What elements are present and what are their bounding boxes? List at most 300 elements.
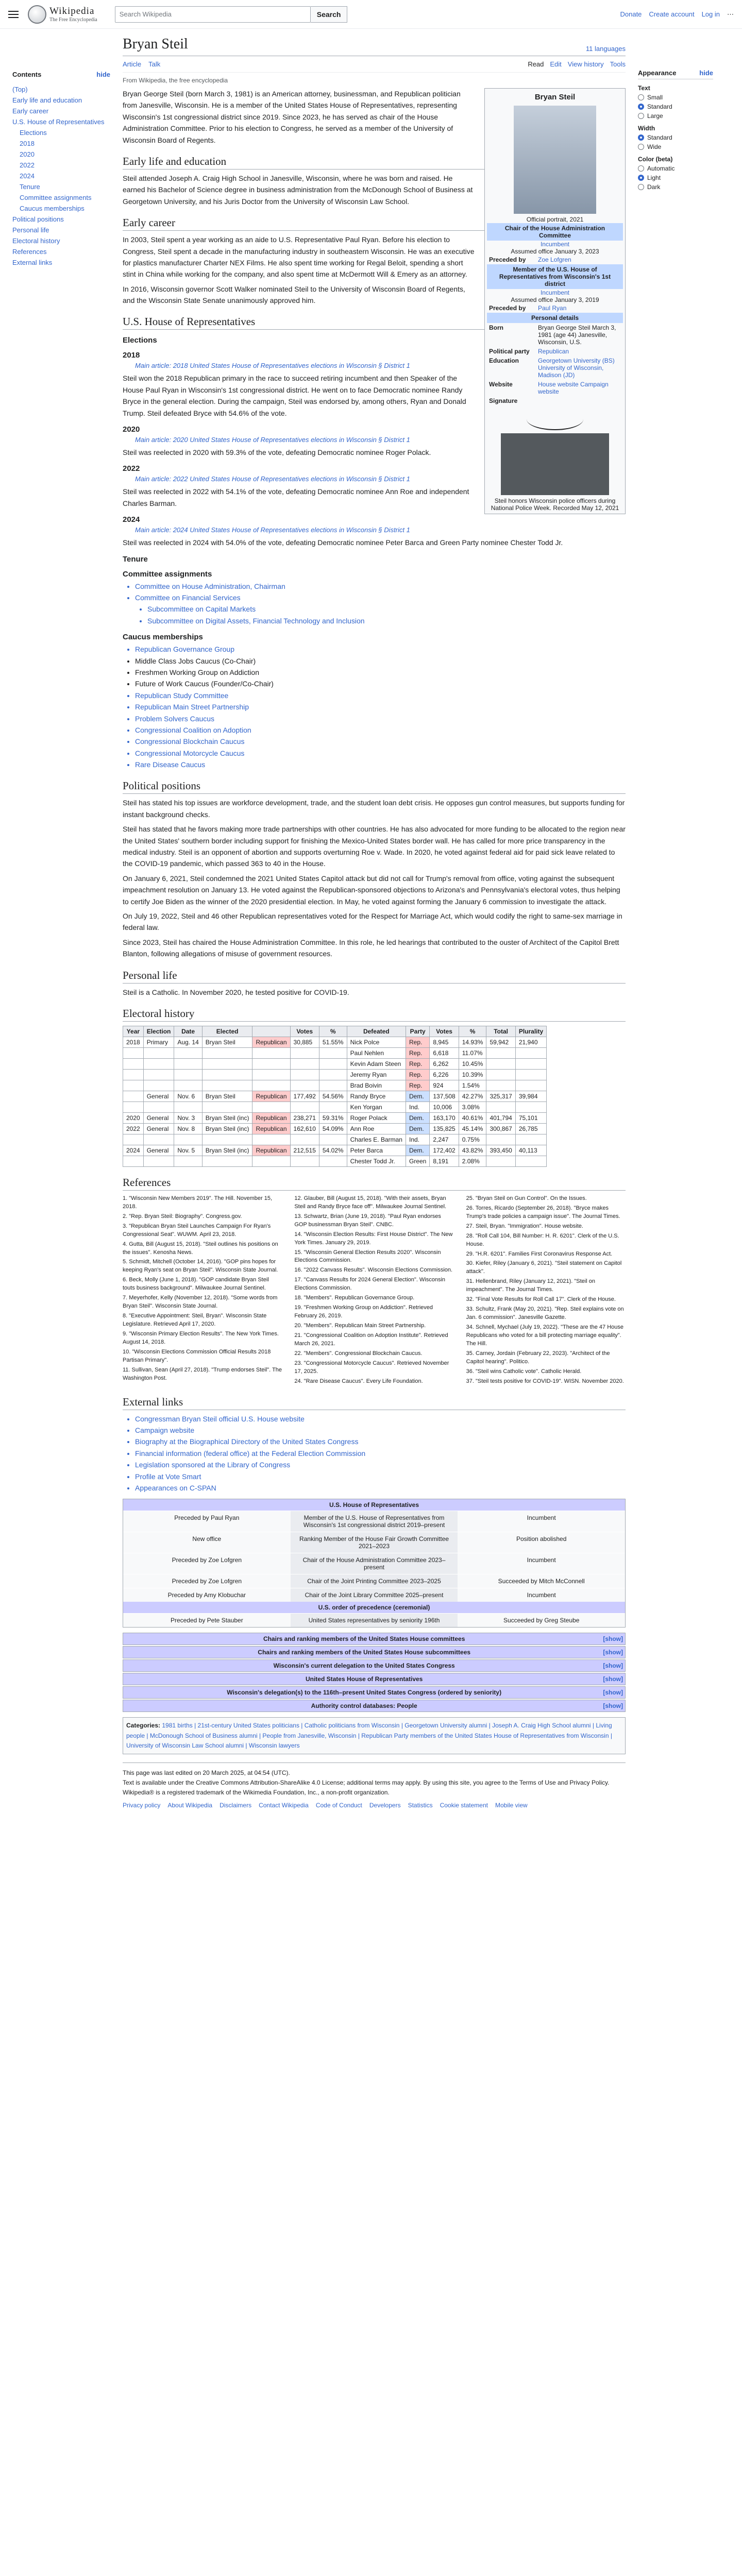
table-cell: 238,271 xyxy=(290,1112,319,1123)
table-cell: 135,825 xyxy=(430,1123,459,1134)
table-cell: 10.39% xyxy=(459,1069,486,1080)
paragraph: In 2003, Steil spent a year working as an aide to U.S. Representative Paul Ryan. Before his election to Congress, Steil spent a decade in the manufacturing industry in southeastern Wisconsin. He was an executive for plastics manufacturer Charter NEX Films. He also spent time working for Regal Beloit, spending a short stint in China while working for the company, and also spent time at McDermott Will & Emery as an attorney. xyxy=(123,235,475,279)
table-cell xyxy=(252,1156,290,1166)
footer-link[interactable]: Cookie statement xyxy=(440,1802,488,1809)
table-cell: 401,794 xyxy=(486,1112,515,1123)
width-wide-radio[interactable]: Wide xyxy=(638,143,713,150)
party-value[interactable]: Republican xyxy=(538,348,569,355)
portrait-image[interactable] xyxy=(514,106,596,214)
text-size-label: Text xyxy=(638,84,650,92)
reference-item: 15. "Wisconsin General Election Results 2020". Wisconsin Elections Commission. xyxy=(294,1249,441,1264)
reference-item: 26. Torres, Ricardo (September 26, 2018). "Bryce makes Trump's trade policies a campaign issue". The Journal Times. xyxy=(466,1205,620,1219)
table-cell: Ind. xyxy=(406,1134,429,1145)
navbox-collapsed[interactable] xyxy=(123,1646,626,1658)
nav-cell: Preceded by Amy Klobuchar xyxy=(123,1588,291,1602)
section-heading: External links xyxy=(123,1396,626,1410)
paragraph: Steil has stated his top issues are workforce development, trade, and the student loan debt crisis. He opposes gun control measures, but supports funding for instant background checks. xyxy=(123,799,625,819)
table-cell xyxy=(202,1069,252,1080)
personal-details-heading: Personal details xyxy=(487,313,623,323)
section-heading: Political positions xyxy=(123,779,626,794)
table-header: Date xyxy=(174,1026,202,1037)
table-cell: Chester Todd Jr. xyxy=(347,1156,406,1166)
reference-item: 23. "Congressional Motorcycle Caucus". Retrieved November 17, 2025. xyxy=(294,1360,449,1375)
paragraph: Steil is a Catholic. In November 2020, he tested positive for COVID-19. xyxy=(123,988,349,996)
table-cell xyxy=(290,1156,319,1166)
reference-item: 36. "Steil wins Catholic vote". Catholic Herald. xyxy=(466,1368,582,1375)
tab-article[interactable]: Article xyxy=(123,60,142,68)
show-toggle[interactable]: [show] xyxy=(603,1702,623,1710)
subsection-heading: 2020 xyxy=(123,425,140,434)
navbox-title: U.S. House of Representatives xyxy=(123,1499,625,1511)
navbox-label: Chairs and ranking members of the United States House committees xyxy=(263,1635,465,1643)
table-cell: Nov. 8 xyxy=(174,1123,202,1134)
table-cell: 163,170 xyxy=(430,1112,459,1123)
toc-item[interactable]: (Top) xyxy=(12,86,28,93)
tab-edit[interactable]: Edit xyxy=(550,60,562,68)
video-caption: Steil honors Wisconsin police officers during National Police Week. Recorded May 12, 2021 xyxy=(491,497,619,512)
section-heading: References xyxy=(123,1176,626,1191)
nav-cell: United States representatives by seniority 196th xyxy=(291,1614,458,1627)
section-heading: Early career xyxy=(123,216,626,231)
table-cell: 26,785 xyxy=(515,1123,546,1134)
table-cell: Rep. xyxy=(406,1037,429,1047)
table-cell xyxy=(123,1134,144,1145)
toc-item[interactable]: 2022 xyxy=(20,161,35,169)
width-standard-radio[interactable]: Standard xyxy=(638,134,713,141)
preceded-by-chair[interactable]: Zoe Lofgren xyxy=(538,256,571,263)
table-cell: Republican xyxy=(252,1123,290,1134)
create-account-link[interactable]: Create account xyxy=(649,10,695,18)
table-cell xyxy=(143,1058,174,1069)
table-cell xyxy=(486,1058,515,1069)
assumed-office-member: Assumed office January 3, 2019 xyxy=(511,296,599,303)
category-link[interactable]: | McDonough School of Business alumni xyxy=(145,1732,258,1739)
table-cell xyxy=(515,1080,546,1091)
table-cell: 2,247 xyxy=(430,1134,459,1145)
navbox-collapsed[interactable] xyxy=(123,1686,626,1699)
table-cell: 8,191 xyxy=(430,1156,459,1166)
table-cell: Ann Roe xyxy=(347,1123,406,1134)
table-cell xyxy=(252,1080,290,1091)
main-article-link[interactable]: Main article: 2024 United States House of Representatives elections in Wisconsin § District 1 xyxy=(135,526,410,534)
nav-cell: Incumbent xyxy=(458,1511,625,1532)
references-list xyxy=(123,1195,626,1386)
table-cell: 393,450 xyxy=(486,1145,515,1156)
more-icon[interactable]: ⋯ xyxy=(727,10,734,18)
reference-item: 22. "Members". Congressional Blockchain Caucus. xyxy=(294,1350,423,1357)
nav-cell: Incumbent xyxy=(458,1588,625,1602)
table-cell: Brad Boivin xyxy=(347,1080,406,1091)
nav-cell: Incumbent xyxy=(458,1553,625,1574)
main-article-link[interactable]: Main article: 2022 United States House of Representatives elections in Wisconsin § District 1 xyxy=(135,475,410,483)
tab-read[interactable]: Read xyxy=(528,60,544,68)
table-cell xyxy=(290,1080,319,1091)
table-cell: 2024 xyxy=(123,1145,144,1156)
table-row xyxy=(123,1156,547,1166)
table-cell: 42.27% xyxy=(459,1091,486,1101)
table-cell xyxy=(123,1069,144,1080)
table-cell xyxy=(319,1080,347,1091)
list-item[interactable]: • Subcommittee on Capital Markets xyxy=(147,603,626,615)
toc-item[interactable]: Tenure xyxy=(20,183,40,191)
preceded-by-label: Preceded by xyxy=(489,256,526,263)
category-link[interactable]: | Wisconsin lawyers xyxy=(244,1741,300,1749)
table-cell xyxy=(486,1080,515,1091)
table-cell xyxy=(486,1156,515,1166)
list-item[interactable]: • Subcommittee on Digital Assets, Financial Technology and Inclusion xyxy=(147,615,626,626)
category-link[interactable]: | Living people xyxy=(126,1722,612,1739)
table-cell: 43.82% xyxy=(459,1145,486,1156)
list-item[interactable]: • Appearances on C-SPAN xyxy=(135,1482,626,1494)
category-link[interactable]: | 21st-century United States politicians xyxy=(192,1722,299,1730)
nav-cell: Preceded by Paul Ryan xyxy=(123,1511,291,1532)
table-cell xyxy=(252,1058,290,1069)
table-cell: 6,226 xyxy=(430,1069,459,1080)
paragraph: On January 6, 2021, Steil condemned the 2021 United States Capitol attack but did not call for Trump's removal from office, voting against the subsequent impeachment resolution on January 13. He voted against the Republican-sponsored objections to Arizona's and Pennsylvania's electoral votes, thus helping to certify Joe Biden as the winner of the 2020 presidential election. In May, he voted against forming the January 6 commission to investigate the attack. xyxy=(123,874,620,906)
main-article-link[interactable]: Main article: 2018 United States House of Representatives elections in Wisconsin § District 1 xyxy=(135,362,410,370)
toc-hide-button[interactable]: hide xyxy=(96,71,110,78)
toc-item[interactable]: Political positions xyxy=(12,215,64,223)
list-item[interactable]: • Biography at the Biographical Directory of the United States Congress xyxy=(135,1436,626,1447)
list-item[interactable]: • Problem Solvers Caucus xyxy=(135,713,626,724)
nav-cell: Preceded by Zoe Lofgren xyxy=(123,1553,291,1574)
table-cell: 2018 xyxy=(123,1037,144,1047)
list-item[interactable]: • Rare Disease Caucus xyxy=(135,759,626,770)
table-header: Plurality xyxy=(515,1026,546,1037)
born-label: Born xyxy=(489,324,503,331)
navbox-label: Wisconsin's current delegation to the United States Congress xyxy=(273,1662,455,1670)
table-cell xyxy=(143,1047,174,1058)
section-heading: Early life and education xyxy=(123,155,626,170)
toc-item[interactable]: U.S. House of Representatives xyxy=(12,118,105,126)
table-cell: General xyxy=(143,1091,174,1101)
page-title: Bryan Steil xyxy=(123,36,188,52)
table-header: % xyxy=(459,1026,486,1037)
subsection-heading: Tenure xyxy=(123,554,148,564)
table-cell: Bryan Steil xyxy=(202,1091,252,1101)
video-thumbnail[interactable] xyxy=(501,433,609,495)
license-text: Text is available under the Creative Commons Attribution-ShareAlike 4.0 License; additional terms may apply. By using this site, you agree to the Terms of Use and Privacy Policy. Wikipedia® is a registered trademark of the Wikimedia Foundation, Inc., a non-profit organization. xyxy=(123,1779,610,1797)
table-header: Votes xyxy=(430,1026,459,1037)
table-cell xyxy=(319,1156,347,1166)
toc-item[interactable]: 2018 xyxy=(20,140,35,147)
table-cell xyxy=(123,1047,144,1058)
table-cell: Ken Yorgan xyxy=(347,1101,406,1112)
reference-item: 16. "2022 Canvass Results". Wisconsin Elections Commission. xyxy=(294,1267,453,1274)
show-toggle[interactable]: [show] xyxy=(603,1649,623,1656)
office-member-heading: Member of the U.S. House of Representatives from Wisconsin's 1st district xyxy=(487,264,623,289)
list-item[interactable]: • Legislation sponsored at the Library of Congress xyxy=(135,1459,626,1470)
reference-item: 10. "Wisconsin Elections Commission Official Results 2018 Partisan Primary". xyxy=(123,1348,271,1363)
reference-item: 28. "Roll Call 104, Bill Number: H. R. 6201". Clerk of the U.S. House. xyxy=(466,1232,619,1247)
table-cell: Rep. xyxy=(406,1069,429,1080)
nav-cell: Chair of the Joint Library Committee 2025–present xyxy=(291,1588,458,1602)
table-header: Party xyxy=(406,1026,429,1037)
table-cell xyxy=(515,1058,546,1069)
table-header: Total xyxy=(486,1026,515,1037)
reference-item: 8. "Executive Appointment: Steil, Bryan". Wisconsin State Legislature. Retrieved April 17, 2020. xyxy=(123,1313,267,1328)
paragraph: Steil has stated that he favors making more trade partnerships with other countries. He has also advocated for more funding to be allocated to the region near the United States' southern border including support for finishing the Mexico-United States border wall. He has called for more price transparency in the medical industry. Steil is an opponent of abortion and supports overturning Roe v. Wade. In 2020, he voted against federal aid for paid sick leave related to the COVID-19 pandemic, which passed 363 to 40 in the House. xyxy=(123,825,626,868)
preceded-by-member[interactable]: Paul Ryan xyxy=(538,304,567,312)
table-cell: Nov. 6 xyxy=(174,1091,202,1101)
table-cell: 8,945 xyxy=(430,1037,459,1047)
nav-cell: Succeeded by Greg Steube xyxy=(458,1614,625,1627)
table-cell: 10,006 xyxy=(430,1101,459,1112)
footer-link[interactable]: Developers xyxy=(369,1802,401,1809)
nav-cell: Preceded by Zoe Lofgren xyxy=(123,1574,291,1588)
website-value[interactable]: House website Campaign website xyxy=(538,381,609,395)
reference-item: 3. "Republican Bryan Steil Launches Campaign For Ryan's Congressional Seat". WUWM. April 23, 2018. xyxy=(123,1223,271,1238)
nav-cell: Preceded by Pete Stauber xyxy=(123,1614,291,1627)
paragraph: Steil was reelected in 2022 with 54.1% of the vote, defeating Democratic nominee Ann Roe and independent Charles Barman. xyxy=(123,487,469,507)
reference-item: 18. "Members". Republican Governance Group. xyxy=(294,1295,415,1301)
table-cell: Roger Polack xyxy=(347,1112,406,1123)
preceded-by-label: Preceded by xyxy=(489,304,526,312)
list-item[interactable]: • Committee on House Administration, Chairman xyxy=(135,581,626,592)
table-cell: 45.14% xyxy=(459,1123,486,1134)
list-item[interactable]: • Financial information (federal office) at the Federal Election Commission xyxy=(135,1448,626,1459)
tab-talk[interactable]: Talk xyxy=(148,60,161,68)
subsection-heading: Committee assignments xyxy=(123,569,212,579)
section-heading: Personal life xyxy=(123,969,626,984)
list-item[interactable]: • Congressman Bryan Steil official U.S. House website xyxy=(135,1413,626,1425)
list-item[interactable]: • Congressional Motorcycle Caucus xyxy=(135,748,626,759)
reference-item: 7. Meyerhofer, Kelly (November 12, 2018). "Some words from Bryan Steil". Wisconsin State Journal. xyxy=(123,1295,278,1310)
list-item[interactable]: • Committee on Financial Services xyxy=(135,592,626,603)
table-cell: 172,402 xyxy=(430,1145,459,1156)
table-cell xyxy=(202,1134,252,1145)
footer xyxy=(123,1762,626,1811)
external-links-list xyxy=(135,1413,626,1494)
list-item[interactable]: • Republican Study Committee xyxy=(135,690,626,701)
list-item[interactable]: • Congressional Blockchain Caucus xyxy=(135,736,626,747)
table-cell: 6,618 xyxy=(430,1047,459,1058)
navbox-collapsed[interactable] xyxy=(123,1673,626,1685)
category-link[interactable]: 1981 births xyxy=(162,1722,193,1730)
table-cell: Republican xyxy=(252,1037,290,1047)
table-cell: Aug. 14 xyxy=(174,1037,202,1047)
table-cell: Dem. xyxy=(406,1112,429,1123)
toc-item[interactable]: 2020 xyxy=(20,150,35,158)
show-toggle[interactable]: [show] xyxy=(603,1635,623,1643)
table-cell xyxy=(515,1156,546,1166)
color-light-radio[interactable]: Light xyxy=(638,174,713,181)
category-link[interactable]: | Catholic politicians from Wisconsin xyxy=(299,1722,400,1730)
table-cell: Randy Bryce xyxy=(347,1091,406,1101)
languages-button[interactable]: 11 languages xyxy=(585,45,626,53)
site-name: Wikipedia xyxy=(49,6,95,16)
table-cell: Charles E. Barman xyxy=(347,1134,406,1145)
website-label: Website xyxy=(489,381,513,388)
tools-menu[interactable]: Tools xyxy=(610,60,626,68)
toc-item[interactable]: Early life and education xyxy=(12,96,82,104)
footer-link[interactable]: Mobile view xyxy=(495,1802,528,1809)
navbox-collapsed[interactable] xyxy=(123,1659,626,1672)
table-cell: 40.61% xyxy=(459,1112,486,1123)
table-cell xyxy=(174,1101,202,1112)
category-link[interactable]: | Georgetown University alumni xyxy=(399,1722,487,1730)
last-edited: This page was last edited on 20 March 2025, at 04:54 (UTC). xyxy=(123,1769,290,1776)
table-cell xyxy=(486,1101,515,1112)
table-cell xyxy=(123,1156,144,1166)
table-cell xyxy=(319,1047,347,1058)
table-cell: 177,492 xyxy=(290,1091,319,1101)
reference-item: 11. Sullivan, Sean (April 27, 2018). "Trump endorses Steil". The Washington Post. xyxy=(123,1366,282,1381)
text-small-radio[interactable]: Small xyxy=(638,94,713,101)
navbox-subtitle: U.S. order of precedence (ceremonial) xyxy=(123,1602,625,1613)
category-link[interactable]: | People from Janesville, Wisconsin xyxy=(257,1732,357,1739)
incumbent-label: Incumbent xyxy=(540,289,570,296)
table-cell: 325,317 xyxy=(486,1091,515,1101)
table-cell: Bryan Steil (inc) xyxy=(202,1145,252,1156)
reference-item: 33. Schultz, Frank (May 20, 2021). "Rep. Steil explains vote on Jan. 6 commission". Janesville Gazette. xyxy=(466,1306,624,1321)
show-toggle[interactable]: [show] xyxy=(603,1689,623,1697)
table-cell: Republican xyxy=(252,1091,290,1101)
reference-item: 6. Beck, Molly (June 1, 2018). "GOP candidate Bryan Steil touts business background". Milwaukee Journal Sentinel. xyxy=(123,1277,269,1292)
table-cell xyxy=(319,1134,347,1145)
toc-item[interactable]: Electoral history xyxy=(12,237,60,245)
table-cell: 54.56% xyxy=(319,1091,347,1101)
subsection-heading: Caucus memberships xyxy=(123,633,203,642)
party-label: Political party xyxy=(489,348,530,355)
text-large-radio[interactable]: Large xyxy=(638,112,713,120)
category-link[interactable]: | University of Wisconsin Law School alumni xyxy=(126,1732,612,1749)
education-label: Education xyxy=(489,357,519,364)
toc-item[interactable]: Personal life xyxy=(12,226,49,234)
table-header: Election xyxy=(143,1026,174,1037)
table-cell xyxy=(290,1069,319,1080)
table-cell xyxy=(123,1058,144,1069)
donate-link[interactable]: Donate xyxy=(620,10,642,18)
show-toggle[interactable]: [show] xyxy=(603,1662,623,1670)
table-cell: Jeremy Ryan xyxy=(347,1069,406,1080)
reference-item: 9. "Wisconsin Primary Election Results". The New York Times. August 14, 2018. xyxy=(123,1330,279,1345)
login-link[interactable]: Log in xyxy=(701,10,720,18)
categories-box xyxy=(123,1717,626,1754)
table-cell xyxy=(202,1156,252,1166)
toc-item[interactable]: Committee assignments xyxy=(20,194,92,201)
table-header: Year xyxy=(123,1026,144,1037)
toc-item[interactable]: Early career xyxy=(12,107,49,115)
reference-item: 17. "Canvass Results for 2024 General Election". Wisconsin Elections Commission. xyxy=(294,1277,446,1292)
table-cell: 924 xyxy=(430,1080,459,1091)
toc-item[interactable]: 2024 xyxy=(20,172,35,180)
table-cell: 40,113 xyxy=(515,1145,546,1156)
footer-link[interactable]: Statistics xyxy=(408,1802,433,1809)
reference-item: 27. Steil, Bryan. "Immigration". House website. xyxy=(466,1223,583,1229)
table-cell xyxy=(202,1058,252,1069)
table-cell xyxy=(319,1101,347,1112)
footer-link[interactable]: About Wikipedia xyxy=(167,1802,213,1809)
list-item: • Middle Class Jobs Caucus (Co-Chair) xyxy=(135,655,626,667)
toc-title: Contents xyxy=(12,71,42,78)
categories-label: Categories: xyxy=(126,1722,161,1730)
table-cell: 11.07% xyxy=(459,1047,486,1058)
color-automatic-radio[interactable]: Automatic xyxy=(638,165,713,172)
text-standard-radio[interactable]: Standard xyxy=(638,103,713,110)
globe-icon xyxy=(28,5,46,24)
list-item[interactable]: • Republican Governance Group xyxy=(135,643,626,655)
table-cell xyxy=(486,1069,515,1080)
search-input[interactable]: Search Wikipedia xyxy=(115,6,311,23)
table-row xyxy=(123,1091,547,1101)
subsection-heading: 2018 xyxy=(123,351,140,360)
table-row xyxy=(123,1134,547,1145)
office-chair-heading: Chair of the House Administration Committee xyxy=(487,223,623,241)
list-item[interactable]: • Congressional Coalition on Adoption xyxy=(135,724,626,736)
reference-item: 24. "Rare Disease Caucus". Every Life Foundation. xyxy=(294,1378,423,1384)
color-dark-radio[interactable]: Dark xyxy=(638,183,713,191)
table-cell: Dem. xyxy=(406,1123,429,1134)
education-value[interactable]: Georgetown University (BS) University of Wisconsin, Madison (JD) xyxy=(538,357,615,379)
electoral-history-table xyxy=(123,1026,547,1167)
signature-image xyxy=(527,409,583,430)
table-row xyxy=(123,1058,547,1069)
category-link[interactable]: | Republican Party members of the United States House of Representatives from Wisconsin xyxy=(356,1732,609,1739)
table-cell: Nov. 5 xyxy=(174,1145,202,1156)
table-row xyxy=(123,1037,547,1047)
table-header: Votes xyxy=(290,1026,319,1037)
table-cell xyxy=(174,1058,202,1069)
toc-item[interactable]: External links xyxy=(12,259,53,266)
main-article-link[interactable]: Main article: 2020 United States House of Representatives elections in Wisconsin § District 1 xyxy=(135,436,410,444)
table-cell xyxy=(319,1069,347,1080)
list-item[interactable]: • Campaign website xyxy=(135,1425,626,1436)
table-cell: 51.55% xyxy=(319,1037,347,1047)
table-cell: Rep. xyxy=(406,1047,429,1058)
table-cell: 54.02% xyxy=(319,1145,347,1156)
table-cell xyxy=(123,1080,144,1091)
paragraph: Steil was reelected in 2024 with 54.0% of the vote, defeating Democratic nominee Peter Barca and Green Party nominee Chester Todd Jr. xyxy=(123,538,563,547)
toc-item[interactable]: Caucus memberships xyxy=(20,205,85,212)
table-of-contents xyxy=(12,29,110,1811)
show-toggle[interactable]: [show] xyxy=(603,1675,623,1683)
search-button[interactable]: Search xyxy=(311,6,348,23)
table-cell: 2.08% xyxy=(459,1156,486,1166)
nav-cell: Position abolished xyxy=(458,1532,625,1553)
navbox-collapsed[interactable] xyxy=(123,1633,626,1645)
footer-link[interactable]: Contact Wikipedia xyxy=(259,1802,309,1809)
infobox xyxy=(484,88,626,514)
footer-link[interactable]: Code of Conduct xyxy=(315,1802,362,1809)
table-cell xyxy=(174,1134,202,1145)
table-cell xyxy=(290,1134,319,1145)
toc-item[interactable]: Elections xyxy=(20,129,47,137)
table-row xyxy=(123,1123,547,1134)
appearance-hide-button[interactable]: hide xyxy=(699,69,713,77)
table-cell xyxy=(290,1047,319,1058)
footer-link[interactable]: Disclaimers xyxy=(220,1802,252,1809)
portrait-caption: Official portrait, 2021 xyxy=(526,216,584,223)
wikipedia-logo[interactable] xyxy=(28,5,97,24)
signature-label: Signature xyxy=(489,397,518,404)
navbox-collapsed[interactable] xyxy=(123,1700,626,1712)
list-item[interactable]: • Profile at Vote Smart xyxy=(135,1471,626,1482)
table-cell: Green xyxy=(406,1156,429,1166)
main-menu-icon[interactable] xyxy=(8,11,19,18)
table-cell: Paul Nehlen xyxy=(347,1047,406,1058)
paragraph: On July 19, 2022, Steil and 46 other Republican representatives voted for the Respect for Marriage Act, which would codify the right to same-sex marriage in federal law. xyxy=(123,911,622,932)
list-item[interactable]: • Republican Main Street Partnership xyxy=(135,701,626,713)
footer-link[interactable]: Privacy policy xyxy=(123,1802,161,1809)
incumbent-label: Incumbent xyxy=(540,241,570,248)
category-link[interactable]: | Joseph A. Craig High School alumni xyxy=(487,1722,591,1730)
table-cell xyxy=(174,1156,202,1166)
reference-item: 35. Carney, Jordain (February 22, 2023). "Architect of the Capitol hearing". Politico. xyxy=(466,1350,610,1365)
table-cell xyxy=(319,1058,347,1069)
toc-item[interactable]: References xyxy=(12,248,47,256)
tab-history[interactable]: View history xyxy=(567,60,604,68)
